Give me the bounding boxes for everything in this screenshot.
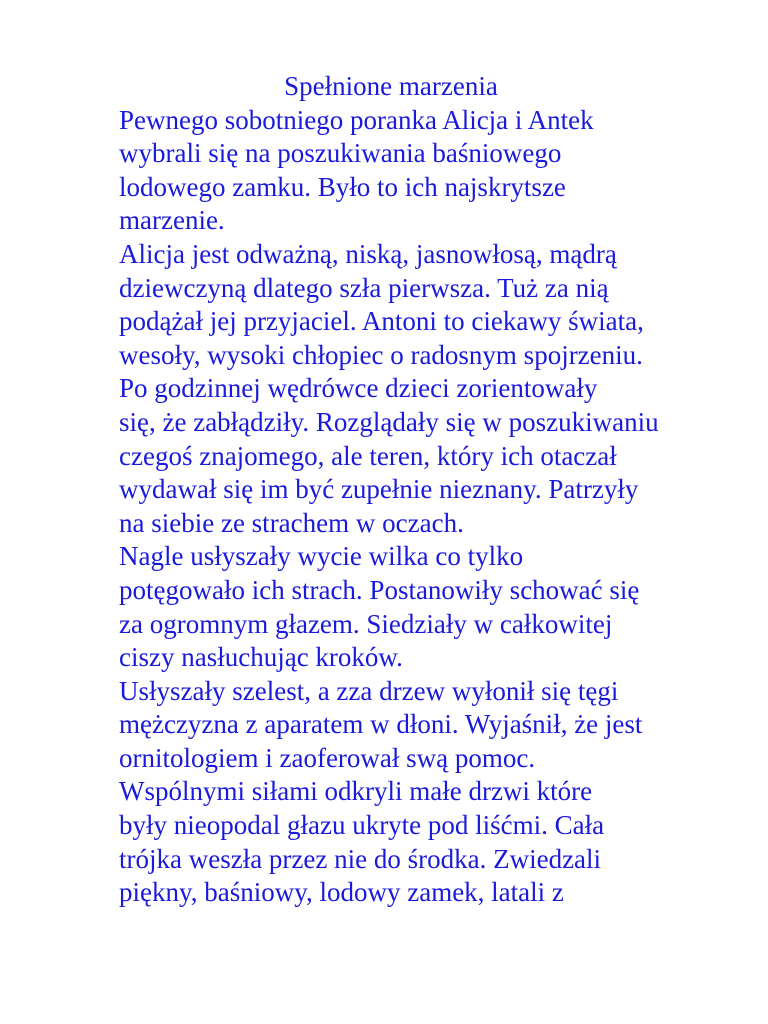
text-line: czegoś znajomego, ale teren, który ich otaczał (119, 440, 617, 471)
text-line: wesoły, wysoki chłopiec o radosnym spojrzeniu. (119, 339, 643, 370)
paragraph-1 (73, 104, 703, 238)
text-line: marzenie. (119, 205, 225, 236)
paragraph-2 (73, 238, 703, 372)
text-line: na siebie ze strachem w oczach. (119, 507, 464, 538)
text-line: Usłyszały szelest, a zza drzew wyłonił się tęgi (119, 675, 619, 706)
text-line: potęgowało ich strach. Postanowiły schować się (119, 574, 640, 605)
text-line: były nieopodal głazu ukryte pod liśćmi. Cała (119, 810, 605, 841)
text-line: ornitologiem i zaoferował swą pomoc. (119, 742, 536, 773)
text-line: wydawał się im być zupełnie nieznany. Patrzyły (119, 474, 639, 505)
text-line: za ogromnym głazem. Siedziały w całkowitej (119, 608, 613, 639)
text-line: Pewnego sobotniego poranka Alicja i Antek (119, 104, 594, 135)
text-line: ciszy nasłuchując kroków. (119, 642, 403, 673)
text-line: lodowego zamku. Było to ich najskrytsze (119, 171, 566, 202)
text-line: Nagle usłyszały wycie wilka co tylko (119, 541, 524, 572)
text-line: się, że zabłądziły. Rozglądały się w poszukiwaniu (119, 406, 659, 437)
text-line: Po godzinnej wędrówce dzieci zorientowały (119, 373, 598, 404)
paragraph-4 (73, 540, 703, 674)
text-line: trójka weszła przez nie do środka. Zwiedzali (119, 843, 602, 874)
paragraph-3 (73, 372, 703, 540)
text-line: Alicja jest odważną, niską, jasnowłosą, mądrą (119, 238, 617, 269)
text-line: piękny, baśniowy, lodowy zamek, latali z (119, 877, 564, 908)
text-line: Wspólnymi siłami odkryli małe drzwi które (119, 776, 593, 807)
document-title: Spełnione marzenia (284, 71, 498, 101)
text-line: dziewczyną dlatego szła pierwsza. Tuż za nią (119, 272, 609, 303)
paragraph-5 (73, 675, 703, 776)
text-line: mężczyzna z aparatem w dłoni. Wyjaśnił, że jest (119, 709, 643, 740)
text-line: wybrali się na poszukiwania baśniowego (119, 138, 562, 169)
document-page (73, 70, 703, 910)
text-line: podążał jej przyjaciel. Antoni to ciekawy świata, (119, 306, 644, 337)
paragraph-6 (73, 775, 703, 909)
